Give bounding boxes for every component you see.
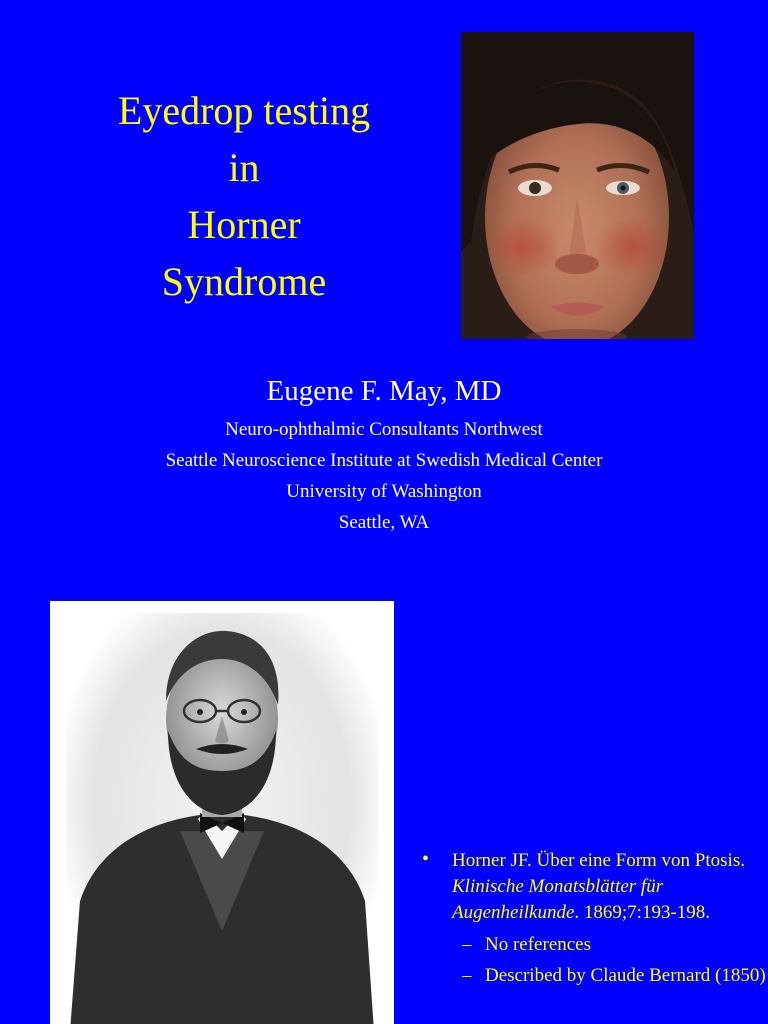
reference-authors-title: Horner JF. Über eine Form von Ptosis. <box>452 850 745 871</box>
title-line-3: Horner <box>187 202 301 247</box>
reference-citation: 1869;7:193-198. <box>583 902 711 923</box>
title-line-4: Syndrome <box>161 259 327 304</box>
sub-bullet-list <box>422 932 768 989</box>
affiliation-line-2: Seattle Neuroscience Institute at Swedish Medical Center <box>165 450 603 471</box>
bullet-dot: • <box>422 848 430 870</box>
bullet-item-reference <box>422 848 768 926</box>
affiliation-line-1: Neuro-ophthalmic Consultants Northwest <box>225 419 543 440</box>
horner-portrait <box>50 601 394 1024</box>
affiliation-line-4: Seattle, WA <box>338 512 430 533</box>
affiliation-line-3: University of Washington <box>286 481 482 502</box>
sub-item-claude-bernard <box>462 963 768 989</box>
title-line-1: Eyedrop testing <box>117 88 371 133</box>
sub-item-text: No references <box>485 934 592 955</box>
dash-mark: – <box>462 965 472 986</box>
reference-journal: Klinische Monatsblätter für Augenheilkunde <box>452 876 664 923</box>
reference-bullets <box>422 848 768 994</box>
slide-title <box>60 82 428 310</box>
dash-mark: – <box>462 934 472 955</box>
reference-journal-end: . <box>574 902 580 923</box>
sub-item-text: Described by Claude Bernard (1850) <box>485 965 766 986</box>
author-name: Eugene F. May, MD <box>266 375 502 407</box>
patient-face-photo <box>461 32 694 339</box>
slide-2 <box>0 588 768 1024</box>
title-line-2: in <box>228 145 260 190</box>
sub-item-no-references <box>462 932 768 958</box>
